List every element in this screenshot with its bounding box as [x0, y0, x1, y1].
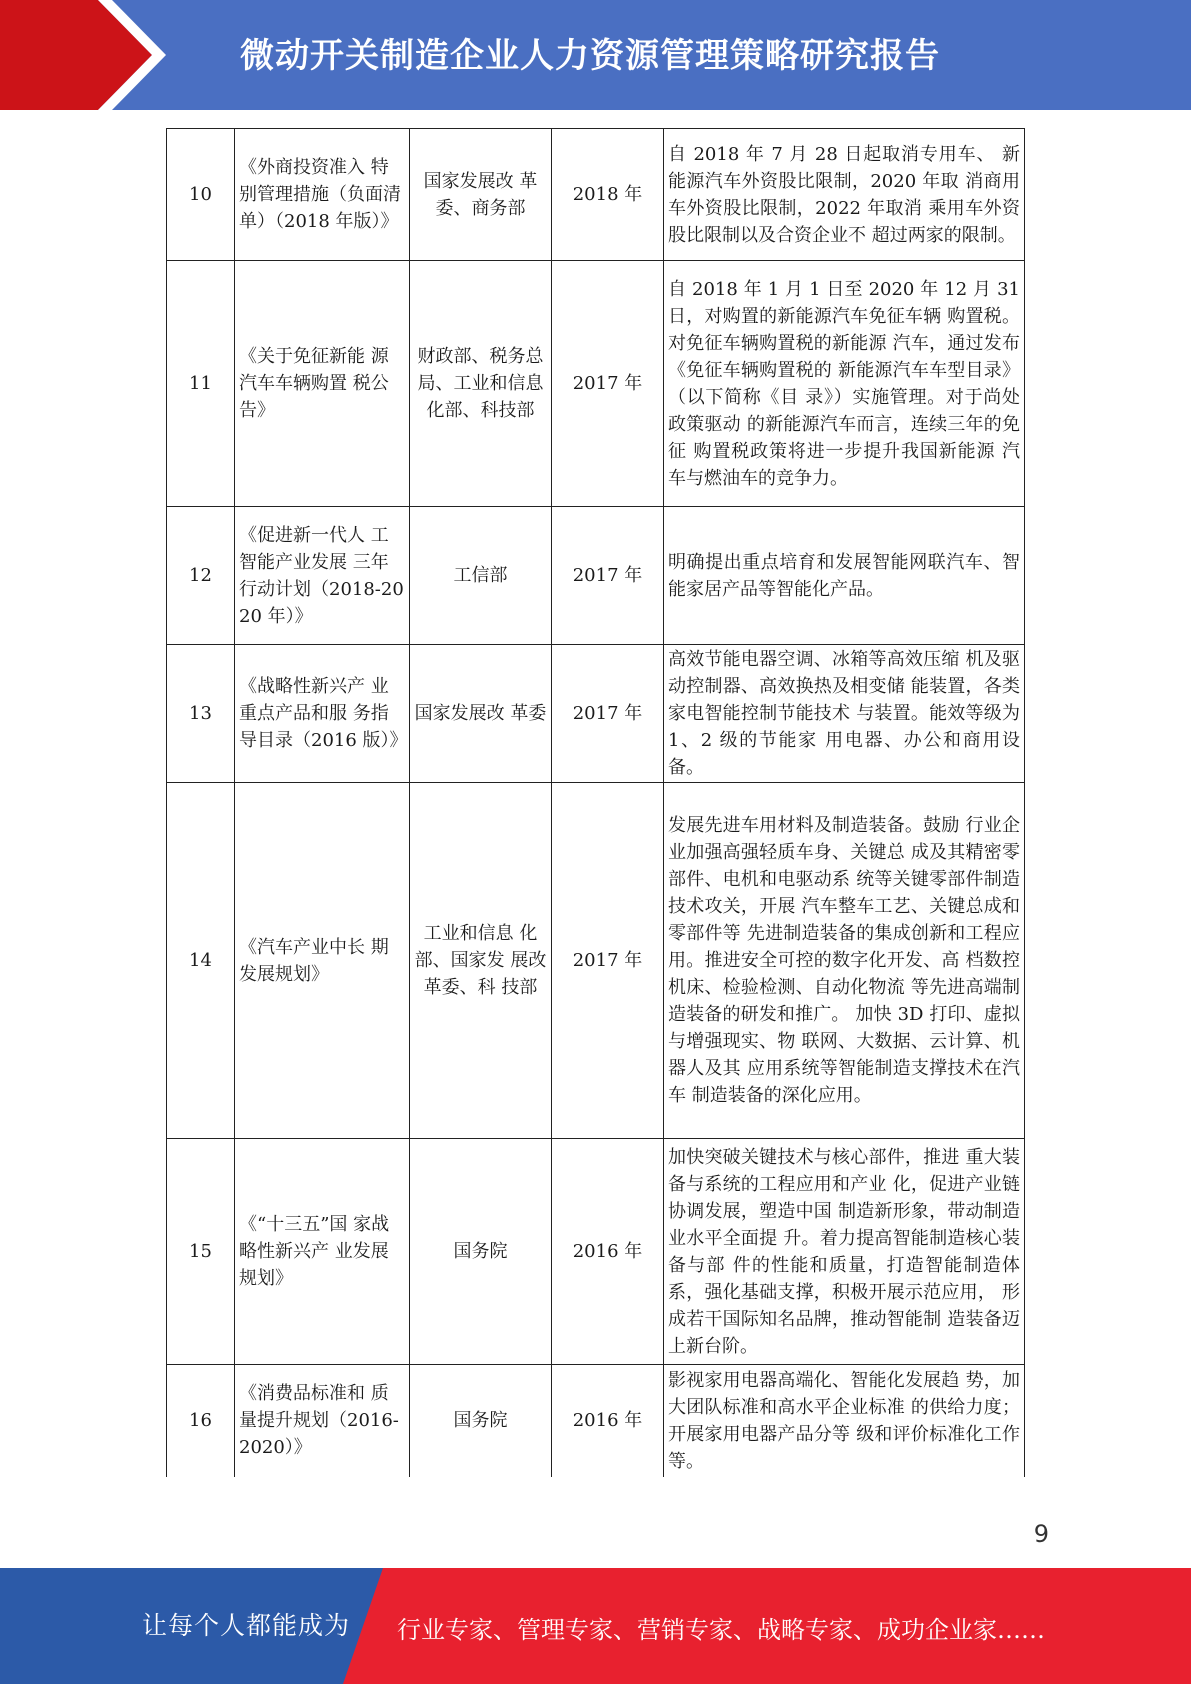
header-chevron-icon — [0, 0, 200, 110]
issuing-department: 工业和信息 化部、国家发 展改革委、科 技部 — [410, 783, 552, 1139]
policy-description: 自 2018 年 7 月 28 日起取消专用车、 新能源汽车外资股比限制，2020 年取 消商用车外资股比限制，2022 年取消 乘用车外资股比限制以及合资企业不 超过两家的限制。 — [664, 129, 1025, 261]
report-title: 微动开关制造企业人力资源管理策略研究报告 — [240, 36, 940, 76]
policy-description: 影视家用电器高端化、智能化发展趋 势，加大团队标准和高水平企业标准 的供给力度；开展家用电器产品分等 级和评价标准化工作等。 — [664, 1365, 1025, 1477]
table-row — [167, 1139, 1025, 1365]
policy-name: 《关于免征新能 源汽车车辆购置 税公告》 — [235, 261, 410, 507]
issuing-department: 国务院 — [410, 1139, 552, 1365]
issue-year: 2017 年 — [552, 507, 664, 645]
row-number: 16 — [167, 1365, 235, 1477]
table-row — [167, 129, 1025, 261]
issue-year: 2016 年 — [552, 1139, 664, 1365]
issuing-department: 国家发展改 革委、商务部 — [410, 129, 552, 261]
footer-slogan-lead: 让每个人都能成为 — [142, 1611, 351, 1640]
policy-table — [166, 128, 1025, 1477]
table-row — [167, 261, 1025, 507]
policy-name: 《汽车产业中长 期发展规划》 — [235, 783, 410, 1139]
issue-year: 2016 年 — [552, 1365, 664, 1477]
page-footer — [0, 1568, 1191, 1684]
policy-name: 《消费品标准和 质量提升规划（2016-2020）》 — [235, 1365, 410, 1477]
table-row — [167, 783, 1025, 1139]
row-number: 12 — [167, 507, 235, 645]
policy-name: 《战略性新兴产 业重点产品和服 务指导目录（2016 版）》 — [235, 645, 410, 783]
issuing-department: 国家发展改 革委 — [410, 645, 552, 783]
table-row — [167, 645, 1025, 783]
row-number: 14 — [167, 783, 235, 1139]
policy-name: 《促进新一代人 工智能产业发展 三年行动计划（2018-2020 年）》 — [235, 507, 410, 645]
row-number: 10 — [167, 129, 235, 261]
issue-year: 2017 年 — [552, 261, 664, 507]
policy-description: 高效节能电器空调、冰箱等高效压缩 机及驱动控制器、高效换热及相变储 能装置，各类家电智能控制节能技术 与装置。能效等级为 1、2 级的节能家 用电器、办公和商用设备。 — [664, 645, 1025, 783]
issue-year: 2017 年 — [552, 783, 664, 1139]
policy-description: 明确提出重点培育和发展智能网联汽车、智能家居产品等智能化产品。 — [664, 507, 1025, 645]
issue-year: 2017 年 — [552, 645, 664, 783]
table-row — [167, 507, 1025, 645]
page-number: 9 — [1033, 1520, 1049, 1548]
table-row — [167, 1365, 1025, 1477]
footer-slogan-roles: 行业专家、管理专家、营销专家、战略专家、成功企业家…… — [397, 1616, 1045, 1644]
issuing-department: 财政部、税务总局、工业和信息化部、科技部 — [410, 261, 552, 507]
policy-description: 发展先进车用材料及制造装备。鼓励 行业企业加强高强轻质车身、关键总 成及其精密零部件、电机和电驱动系 统等关键零部件制造技术攻关，开展 汽车整车工艺、关键总成和零部件等 先进制造装备的集成创新和工程应 用。推进安全可控的数字化开发、高 档数控机床、检验检测、自动化物流 等先进高端制造装备的研发和推广。 加快 3D 打印、虚拟与增强现实、物 联网、大数据、云计算、机器人及其 应用系统等智能制造支撑技术在汽车 制造装备的深化应用。 — [664, 783, 1025, 1139]
page-header — [0, 0, 1191, 110]
policy-description: 加快突破关键技术与核心部件，推进 重大装备与系统的工程应用和产业 化，促进产业链协调发展，塑造中国 制造新形象，带动制造业水平全面提 升。着力提高智能制造核心装备与部 件的性能和质量，打造智能制造体系，强化基础支撑，积极开展示范应用， 形成若干国际知名品牌，推动智能制 造装备迈上新台阶。 — [664, 1139, 1025, 1365]
policy-description: 自 2018 年 1 月 1 日至 2020 年 12 月 31 日，对购置的新能源汽车免征车辆 购置税。对免征车辆购置税的新能源 汽车，通过发布《免征车辆购置税的 新能源汽车车型目录》（以下简称《目 录》）实施管理。对于尚处政策驱动 的新能源汽车而言，连续三年的免征 购置税政策将进一步提升我国新能源 汽车与燃油车的竞争力。 — [664, 261, 1025, 507]
policy-name: 《外商投资准入 特别管理措施（负面清单）（2018 年版）》 — [235, 129, 410, 261]
policy-name: 《“十三五”国 家战略性新兴产 业发展规划》 — [235, 1139, 410, 1365]
issue-year: 2018 年 — [552, 129, 664, 261]
row-number: 11 — [167, 261, 235, 507]
row-number: 15 — [167, 1139, 235, 1365]
issuing-department: 国务院 — [410, 1365, 552, 1477]
issuing-department: 工信部 — [410, 507, 552, 645]
row-number: 13 — [167, 645, 235, 783]
